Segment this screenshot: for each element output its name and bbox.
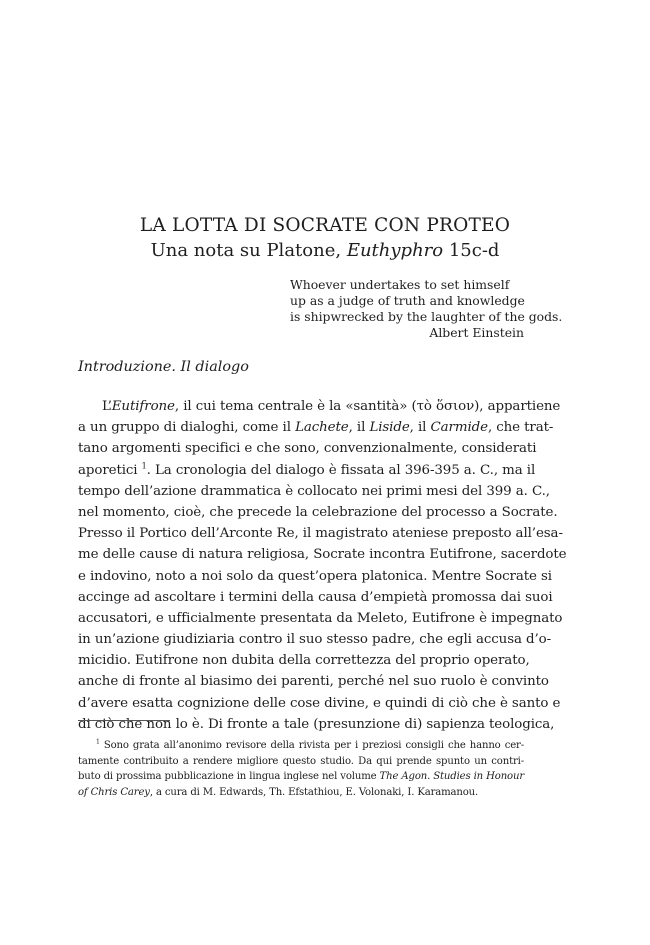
body-line: in un’azione giudiziaria contro il suo stesso padre, che egli accusa d’o- [78,632,552,648]
body-line: accinge ad ascoltare i termini della causa d’empietà promossa dai suoi [78,589,553,605]
body-line: a un gruppo di dialoghi, come il Lachete, il Liside, il Carmide, che trat- [78,420,554,436]
body-line: anche di fronte al biasimo dei parenti, perché nel suo ruolo è convinto [78,674,549,690]
article-subtitle [0,240,650,262]
epigraph-line: Whoever undertakes to set himself [290,277,510,292]
footnote-number: 1 [96,738,100,746]
section-heading: Introduzione. Il dialogo [78,359,249,375]
article-title: LA LOTTA DI SOCRATE CON PROTEO [139,215,511,236]
body-line: me delle cause di natura religiosa, Socrate incontra Eutifrone, sacerdote [78,547,567,563]
footnote-separator [78,720,170,721]
subtitle-prefix: Una nota su Platone, [150,240,347,261]
body-line: aporetici $^1$. La cronologia del dialogo è fissata al 396-395 a. C., ma il [78,461,536,478]
body-line: tempo dell’azione drammatica è collocato nei primi mesi del 399 a. C., [78,483,550,499]
footnote-line: $^1$ Sono grata all’anonimo revisore della rivista per i preziosi consigli che hanno cer- [96,738,524,751]
subtitle-work: Euthyphro [346,240,444,261]
body-line: L’Eutifrone, il cui tema centrale è la «santità» (τὸ ὅσιον), appartiene [102,399,561,414]
subtitle-suffix: 15c-d [443,240,500,261]
body-line: nel momento, cioè, che precede la celebrazione del processo a Socrate. [78,504,558,520]
body-paragraph [78,396,567,735]
body-line: di ciò che non lo è. Di fronte a tale (presunzione di) sapienza teologica, [78,716,555,732]
footnote-marker[interactable]: 1 [141,461,147,471]
body-line: e indovino, noto a noi solo da quest’opera platonica. Mentre Socrate si [78,568,552,584]
epigraph-line: is shipwrecked by the laughter of the gods. [290,309,563,324]
epigraph [290,277,563,341]
epigraph-author: Albert Einstein [429,325,524,340]
body-line: tano argomenti specifici e che sono, convenzionalmente, considerati [78,441,537,457]
body-line: accusatori, e ufficialmente presentata da Meleto, Eutifrone è impegnato [78,610,563,626]
body-line: d’avere esatta cognizione delle cose divine, e quindi di ciò che è santo e [78,695,561,711]
footnote-line: buto di prossima pubblicazione in lingua inglese nel volume The Agon. Studies in Honour [78,771,524,782]
body-line: Presso il Portico dell’Arconte Re, il magistrato ateniese preposto all’esa- [78,526,563,542]
footnote [78,738,524,800]
footnote-line: of Chris Carey, a cura di M. Edwards, Th. Efstathiou, E. Volonaki, I. Karamanou. [78,786,479,798]
footnote-line: tamente contribuito a rendere migliore questo studio. Da qui prende spunto un contri- [78,755,524,767]
epigraph-line: up as a judge of truth and knowledge [290,293,525,308]
body-line: micidio. Eutifrone non dubita della correttezza del proprio operato, [78,653,530,669]
